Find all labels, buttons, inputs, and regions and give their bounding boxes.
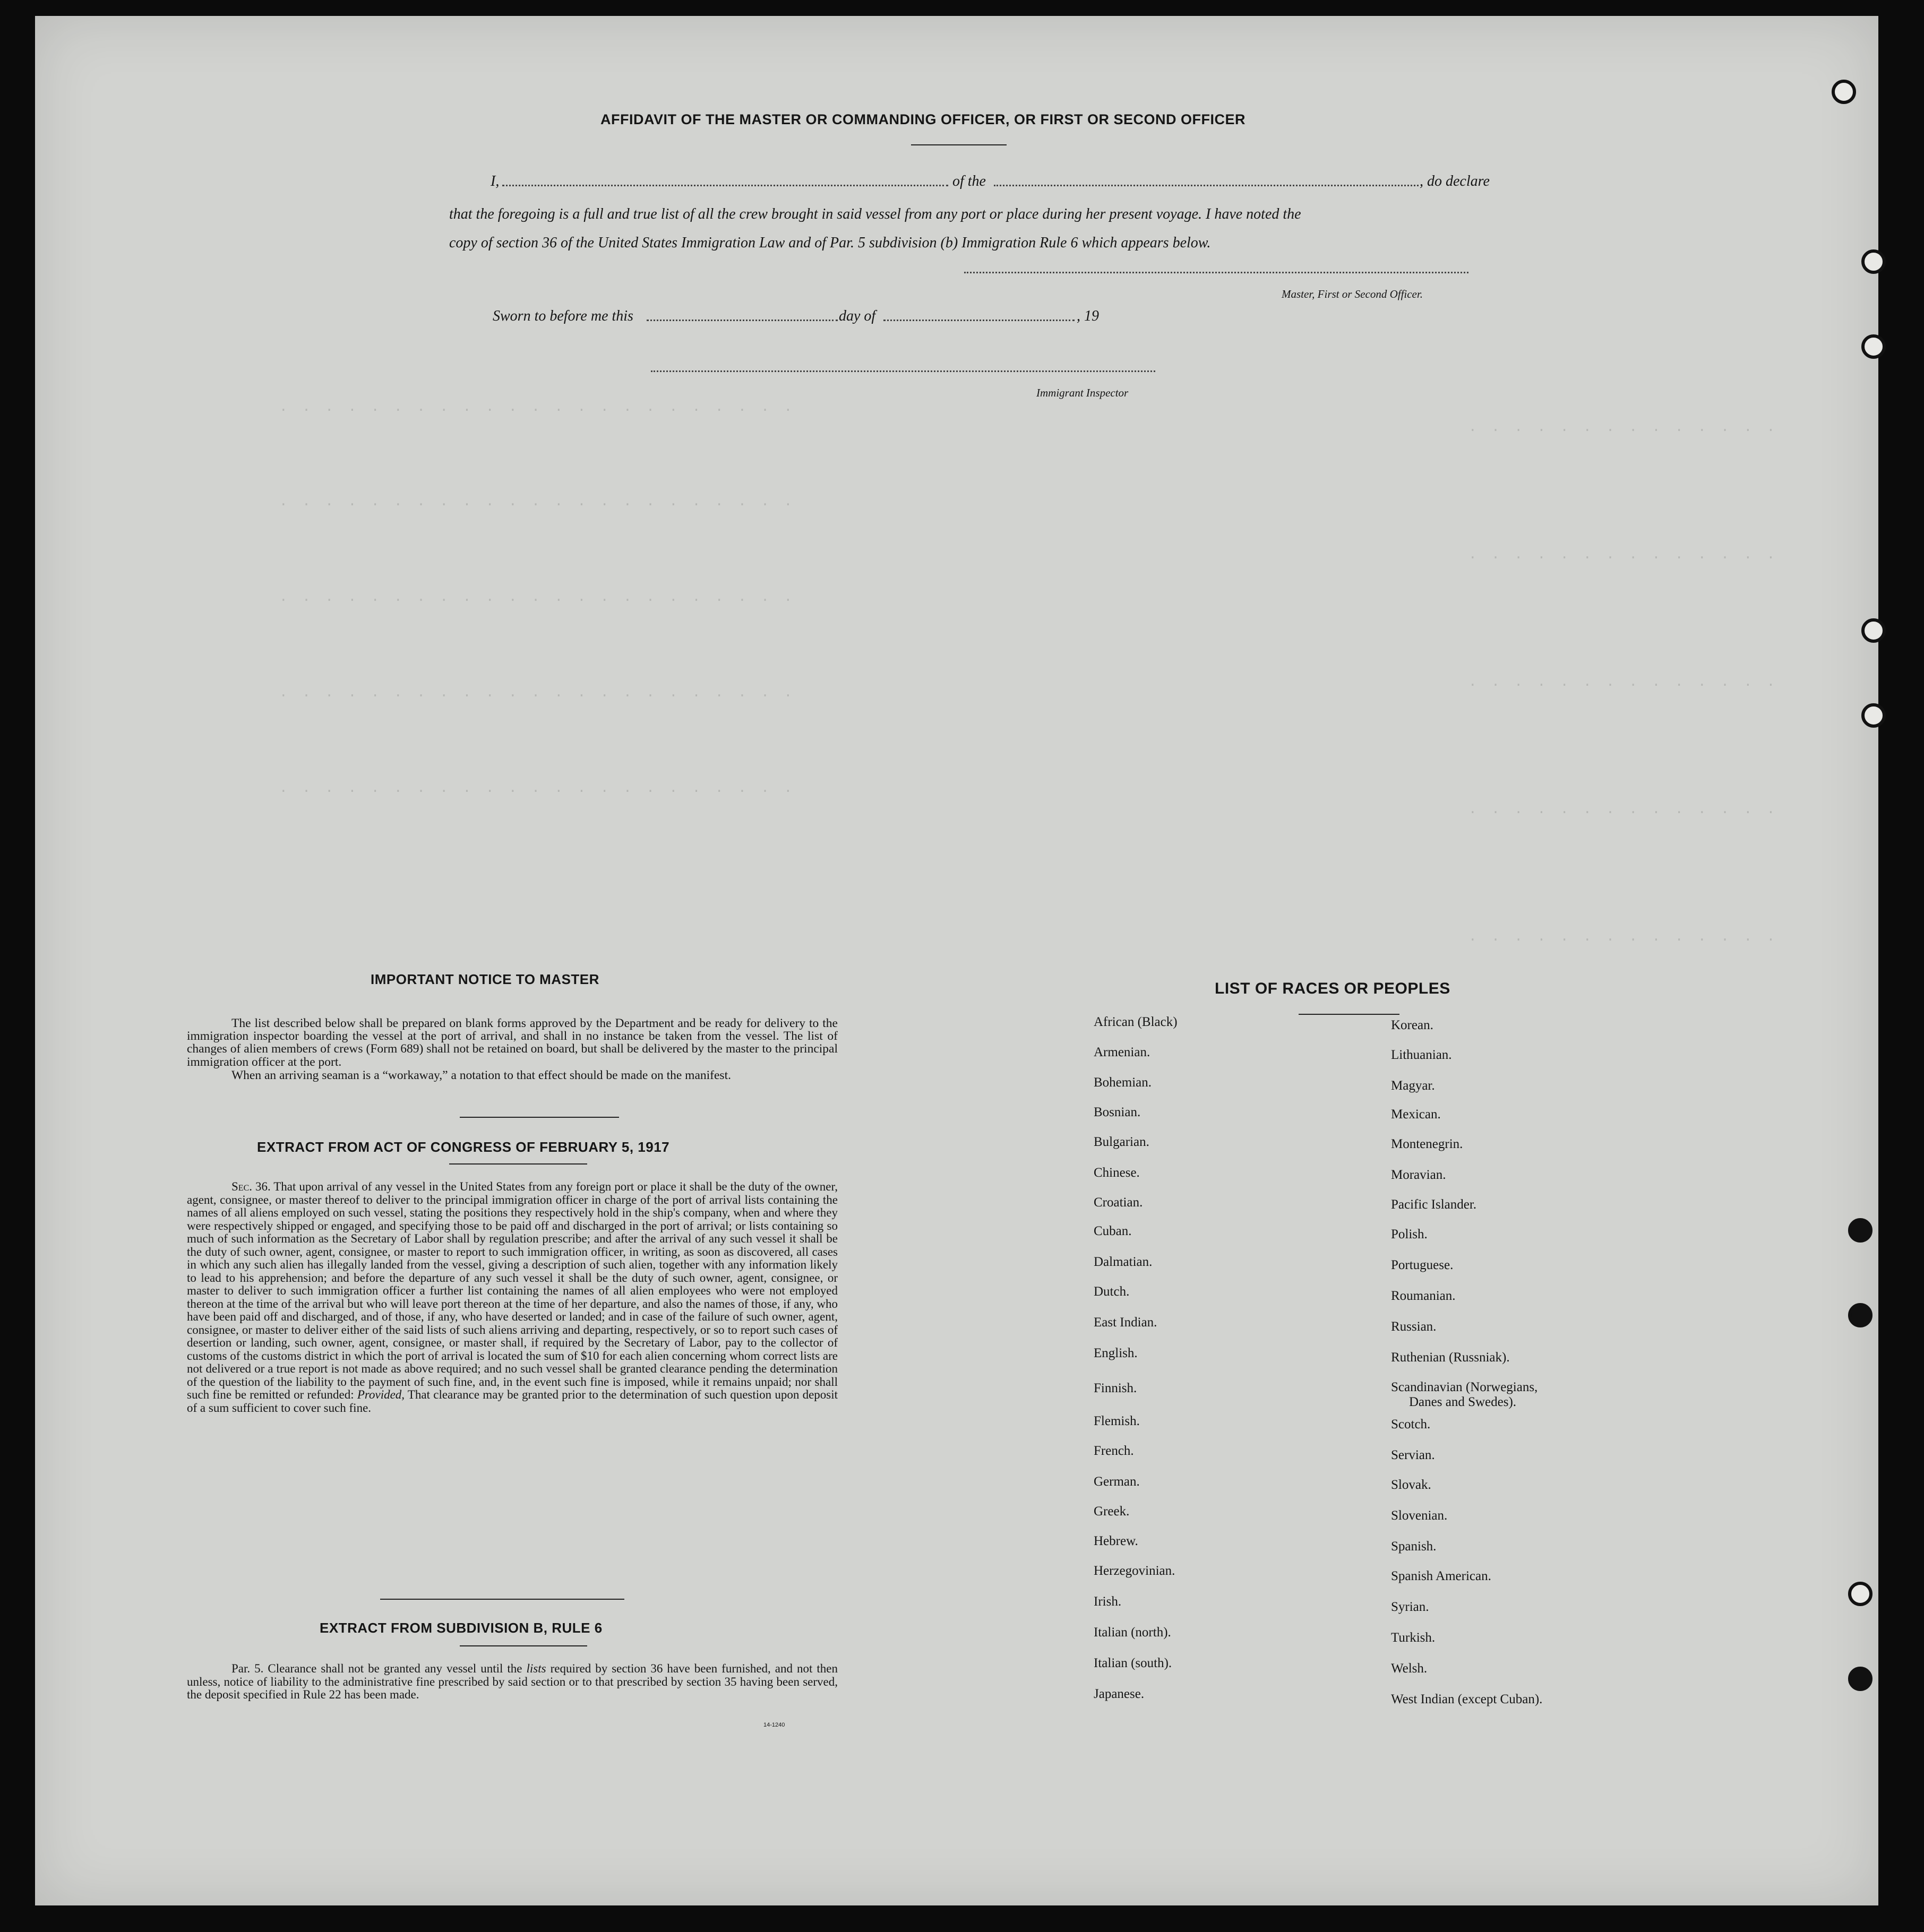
section-label: Sec. 36. [231,1180,271,1193]
race-item: Scotch. [1391,1417,1431,1431]
binder-hole [1848,1218,1873,1243]
race-item: Japanese. [1094,1687,1145,1701]
race-item: West Indian (except Cuban). [1391,1692,1543,1706]
race-item: Irish. [1094,1594,1122,1609]
notice-paragraph: When an arriving seaman is a “workaway,” a notation to that effect should be made on the manifest. [231,1068,731,1082]
race-item: Dalmatian. [1094,1255,1153,1269]
race-item: Mexican. [1391,1107,1441,1122]
binder-hole [1848,1303,1873,1327]
race-item: Bohemian. [1094,1075,1152,1090]
race-item: Italian (north). [1094,1625,1171,1640]
race-item: Bosnian. [1094,1105,1141,1119]
binder-hole [1848,1582,1873,1606]
race-item: Slovak. [1391,1478,1431,1492]
section-body: That upon arrival of any vessel in the United States from any foreign port or place it shall be the duty of the owner, agent, consignee, or master thereof to deliver to the principal immigration officer in charge of the port of arrival lists containing the names of all aliens employed on such vessel, stating the positions they respectively hold in the ship's company, when and where they were respectively shipped or engaged, and specifying those to be paid off and discharged in the port of arrival; or lists containing so much of such information as the Secretary of Labor shall by regulation prescribe; and after the arrival of any such vessel it shall be the duty of such owner, agent, consignee, or master to report to such immigration officer, in writing, as soon as discovered, all cases in which any such alien has illegally landed from the vessel, giving a description of such alien, together with any information likely to lead to his apprehension; and before the departure of any such vessel it shall be the duty of such owner, agent, consignee, or master to deliver to such immigration officer a further list containing the names of all alien employees who were not employed thereon at the time of the arrival but who will leave port thereon at the time of her departure, and also the names of those, if any, who have been paid off and discharged, and of those, if any, who have deserted or landed; and in case of the failure of such owner, agent, consignee, or master to deliver either of the said lists of such aliens arriving and departing, respectively, or so to report such cases of desertion or landing, such owner, agent, consignee, or master shall, if required by the Secretary of Labor, pay to the collector of customs of the customs district in which the port of arrival is located the sum of $10 for each alien concerning whom correct lists are not delivered or a true report is not made as above required; and no such vessel shall be granted clearance pending the determination of the question of the liability to the payment of such fine, and, in the event such fine is imposed, while it remains unpaid; nor shall such fine be remitted or refunded: [187,1180,838,1401]
race-item: Herzegovinian. [1094,1564,1175,1578]
binder-hole [1832,80,1856,104]
race-item: Finnish. [1094,1381,1137,1395]
race-item: Croatian. [1094,1195,1143,1210]
extract-rule-title: EXTRACT FROM SUBDIVISION B, RULE 6 [320,1620,603,1636]
divider [911,144,1007,145]
affidavit-i-label: I, [491,173,500,189]
bleed-through-text: . . . . . . . . . . . . . . . . . . . . . . . [279,399,796,415]
race-item: French. [1094,1444,1134,1458]
race-item: Magyar. [1391,1079,1435,1093]
rule-text-part: Par. 5. Clearance shall not be granted any vessel until the [231,1662,522,1675]
race-item: Hebrew. [1094,1534,1138,1548]
bleed-through-text: . . . . . . . . . . . . . . [1468,547,1779,563]
binder-hole [1861,334,1886,359]
sworn-date-blank[interactable] [647,320,838,321]
notice-paragraph: The list described below shall be prepared on blank forms approved by the Department and be ready for delivery to the immigration inspector boarding the vessel at the port of arrival, and shall in no instance be taken from the vessel. The list of changes of alien members of crews (Form 689) shall not be retained on board, but shall be delivered by the master to the principal immigration officer at the port. [187,1016,838,1069]
proviso-text: That clearance may be granted prior to the determination of such question upon deposit of a sum sufficient to cover such fine. [187,1388,838,1414]
sworn-month-blank[interactable] [883,320,1075,321]
race-item: Bulgarian. [1094,1135,1149,1149]
extract-act-title: EXTRACT FROM ACT OF CONGRESS OF FEBRUARY 5, 1917 [257,1139,670,1155]
bleed-through-text: . . . . . . . . . . . . . . [1468,801,1779,817]
race-item: Servian. [1391,1448,1435,1462]
race-item: East Indian. [1094,1315,1157,1330]
document-page [35,16,1878,1905]
race-item: Cuban. [1094,1224,1132,1238]
rule-6-text [187,1662,838,1702]
affidavit-statement-line: that the foregoing is a full and true list of all the crew brought in said vessel from any port or place during her present voyage. I have noted the [449,206,1301,222]
race-item: Lithuanian. [1391,1048,1452,1062]
sworn-label: Sworn to before me this [493,308,633,324]
section-36-text [187,1180,838,1414]
race-item: Slovenian. [1391,1508,1448,1523]
binder-hole [1861,618,1886,643]
master-signature-line[interactable] [964,272,1468,273]
binder-hole [1861,249,1886,274]
race-item: Greek. [1094,1504,1130,1519]
race-item: Turkish. [1391,1631,1436,1645]
race-item: Polish. [1391,1227,1428,1241]
name-blank[interactable] [502,185,948,186]
race-item: Roumanian. [1391,1289,1456,1303]
affidavit-title: AFFIDAVIT OF THE MASTER OR COMMANDING OFFICER, OR FIRST OR SECOND OFFICER [600,111,1246,127]
bleed-through-text: . . . . . . . . . . . . . . . . . . . . . . . [279,589,796,605]
race-item: Spanish. [1391,1539,1437,1554]
bleed-through-text: . . . . . . . . . . . . . . [1468,419,1779,435]
day-of-label: day of [839,308,876,324]
affidavit-statement-line: copy of section 36 of the United States Immigration Law and of Par. 5 subdivision (b) Immigration Rule 6 which appears below. [449,235,1211,251]
race-item: German. [1094,1474,1140,1489]
divider [460,1645,587,1646]
rule-text-part: required by section 36 have been furnished, and not then unless, notice of liability to the administrative fine prescribed by said section or to that prescribed by section 35 having been served, the deposit specified in Rule 22 has been made. [187,1662,838,1701]
race-item: Danes and Swedes). [1409,1395,1517,1409]
races-title: LIST OF RACES OR PEOPLES [1215,980,1450,997]
race-item: Syrian. [1391,1600,1429,1614]
rule-text-emphasis: lists [526,1662,546,1675]
race-item: Spanish American. [1391,1569,1491,1583]
binder-hole [1861,703,1886,728]
divider [380,1599,624,1600]
year-label: , 19 [1077,308,1099,324]
race-item: Welsh. [1391,1661,1428,1676]
race-item: Flemish. [1094,1414,1140,1428]
race-item: Moravian. [1391,1168,1446,1182]
divider [449,1163,587,1165]
divider [460,1117,619,1118]
race-item: Korean. [1391,1018,1433,1032]
binder-hole [1848,1667,1873,1691]
bleed-through-text: . . . . . . . . . . . . . . . . . . . . . . . [279,494,796,510]
master-signature-label: Master, First or Second Officer. [1282,288,1423,300]
form-number: 14-1240 [763,1722,785,1728]
race-item: African (Black) [1094,1015,1178,1029]
race-item: Dutch. [1094,1284,1130,1299]
race-item: Italian (south). [1094,1656,1172,1670]
bleed-through-text: . . . . . . . . . . . . . . . . . . . . . . . [279,780,796,796]
proviso-label: Provided, [357,1388,405,1401]
race-item: Armenian. [1094,1045,1150,1059]
divider [1299,1014,1399,1015]
inspector-signature-line[interactable] [651,370,1155,372]
race-item: Montenegrin. [1391,1137,1463,1151]
notice-title: IMPORTANT NOTICE TO MASTER [371,971,599,987]
affidavit-declare-text: , do declare [1420,173,1490,189]
inspector-label: Immigrant Inspector [1036,386,1129,399]
race-item: Ruthenian (Russniak). [1391,1350,1510,1365]
bleed-through-text: . . . . . . . . . . . . . . . . . . . . . . . [279,685,796,701]
affidavit-of-the-label: of the [952,173,986,189]
race-item: Pacific Islander. [1391,1197,1477,1212]
race-item: English. [1094,1346,1138,1360]
race-item: Chinese. [1094,1166,1140,1180]
vessel-blank[interactable] [994,185,1419,186]
race-item: Portuguese. [1391,1258,1454,1272]
race-item: Russian. [1391,1319,1437,1334]
bleed-through-text: . . . . . . . . . . . . . . [1468,929,1779,945]
bleed-through-text: . . . . . . . . . . . . . . [1468,674,1779,690]
race-item: Scandinavian (Norwegians, [1391,1380,1538,1394]
